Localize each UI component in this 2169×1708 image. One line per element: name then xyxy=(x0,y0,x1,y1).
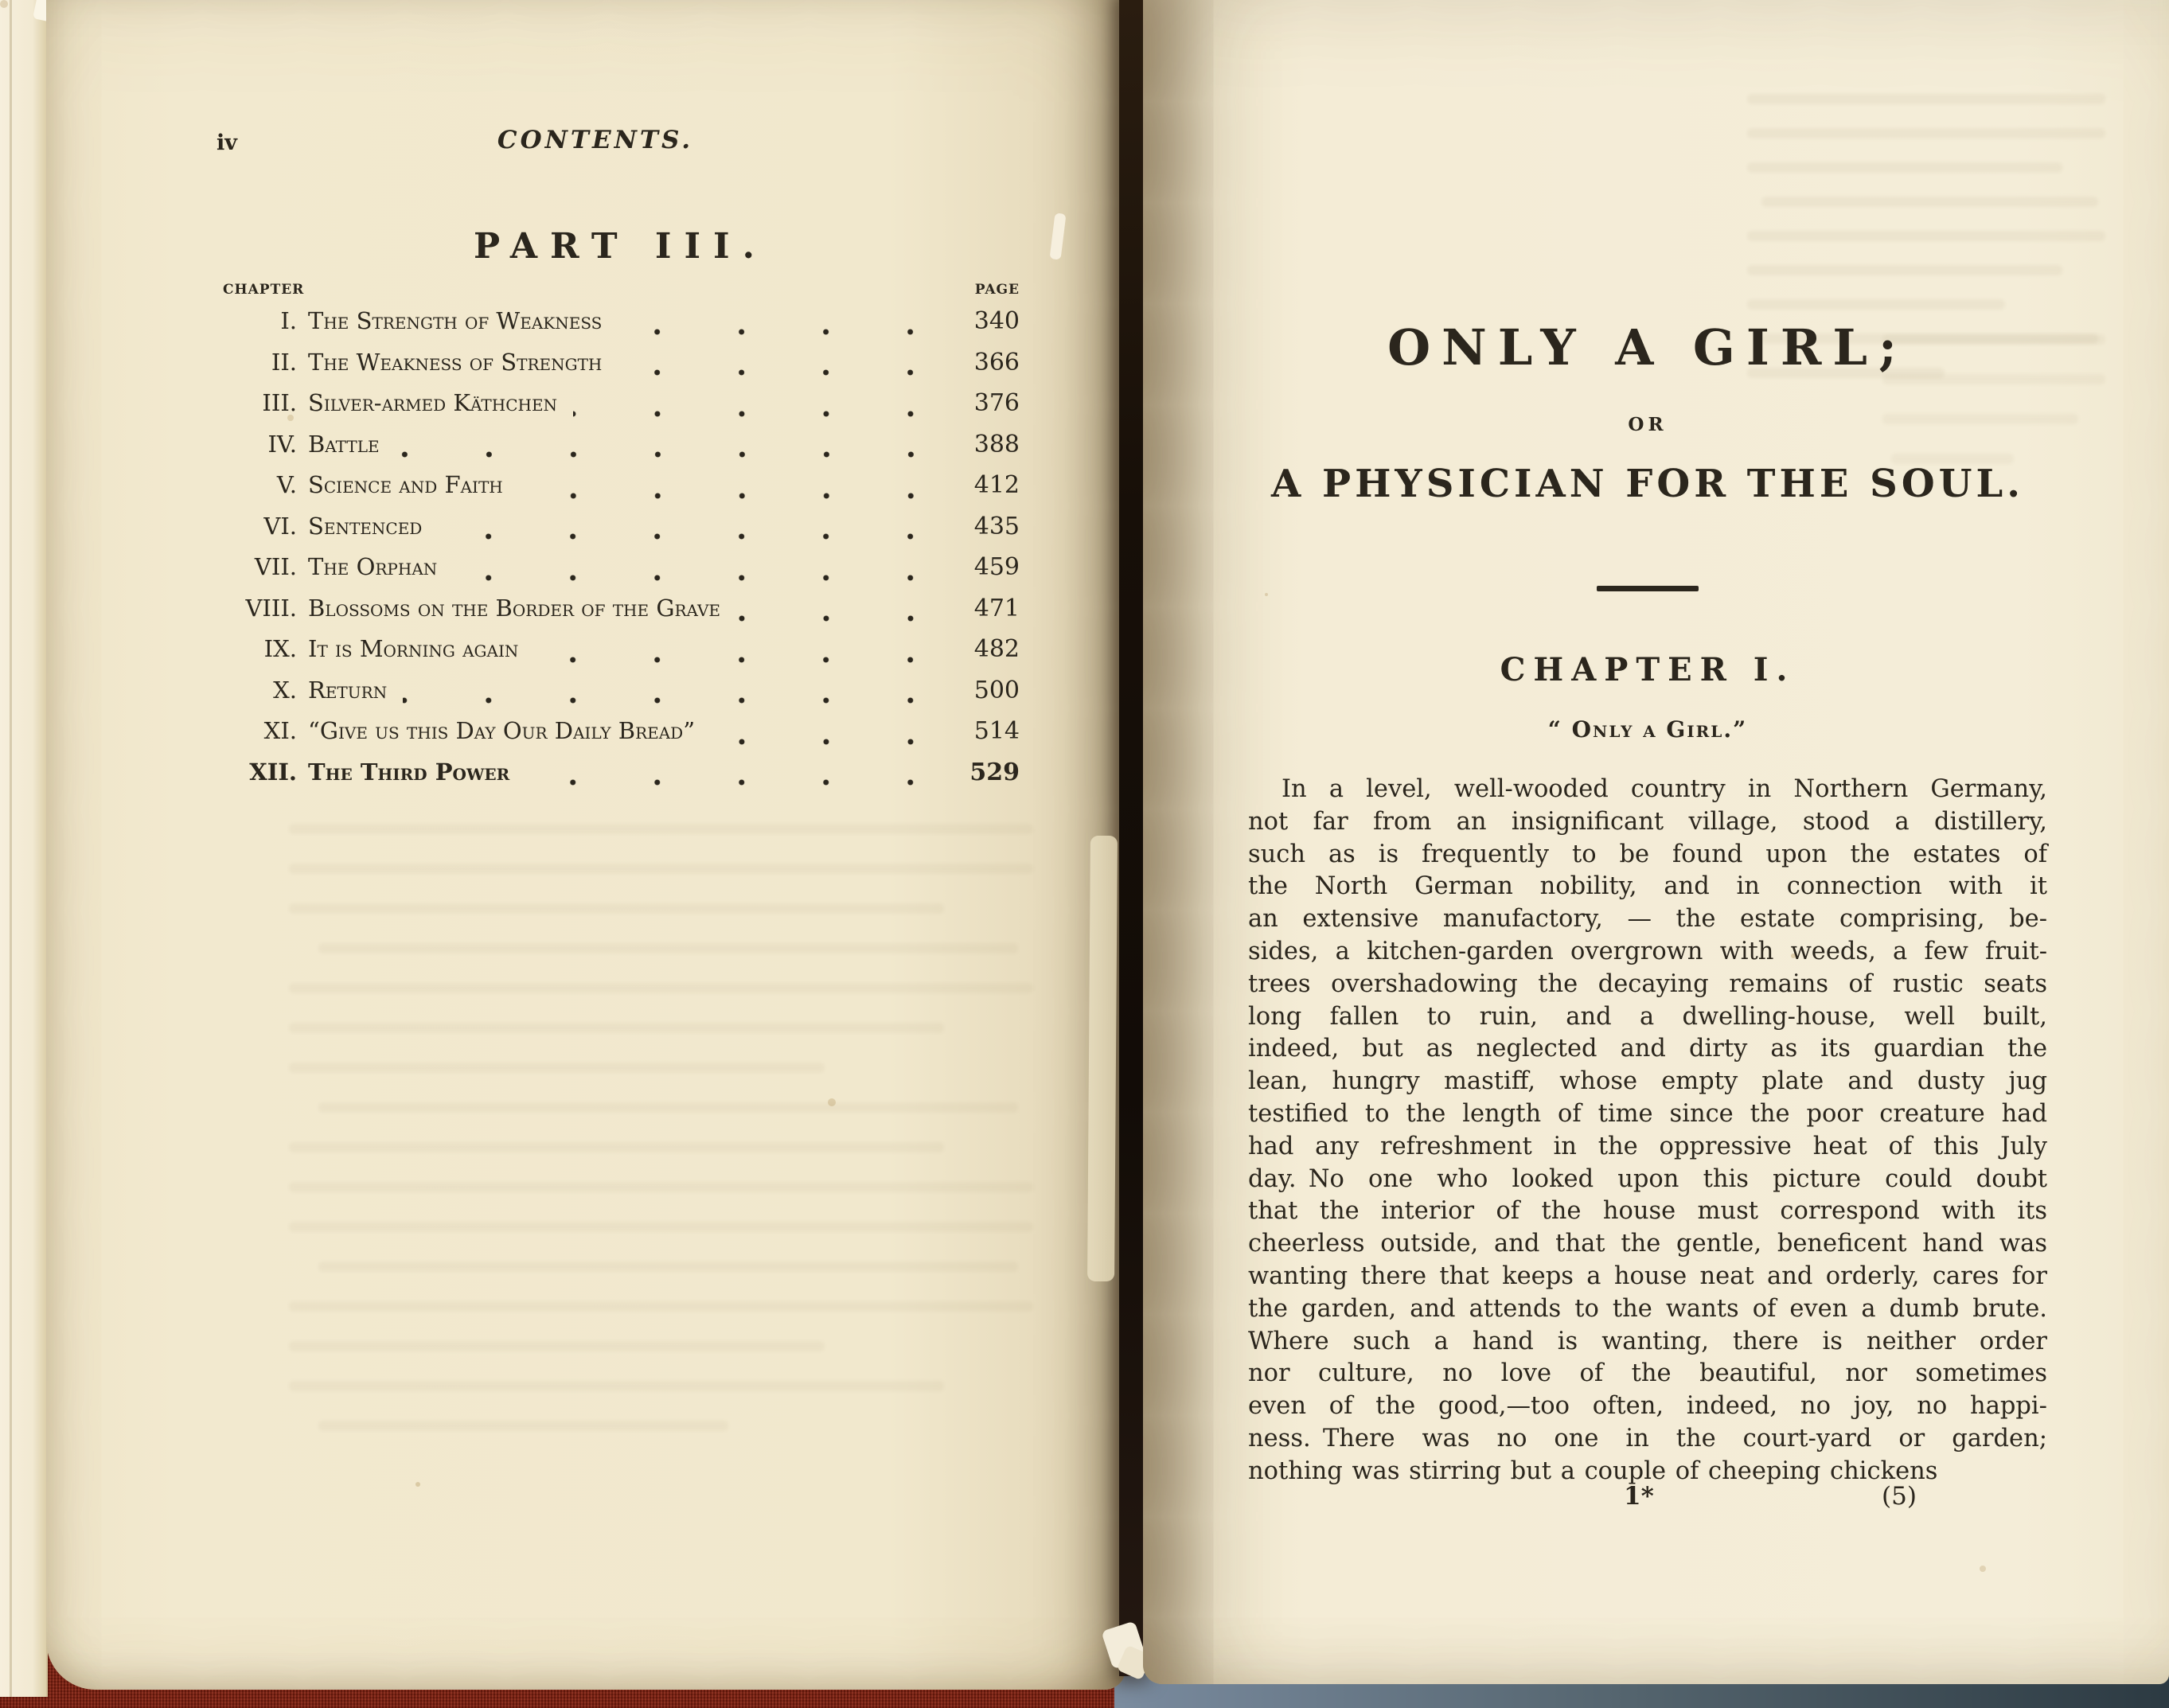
toc-row xyxy=(221,307,1020,349)
toc-page-number: 500 xyxy=(973,676,1020,704)
page-number: (5) xyxy=(1882,1482,1917,1511)
toc-page-number: 471 xyxy=(973,594,1020,622)
toc-chapter-title: “Give us this Day Our Daily Bread” xyxy=(308,717,696,744)
gutter-shadow xyxy=(1119,0,1143,1676)
toc-chapter-numeral: VI. xyxy=(263,512,297,540)
toc-page-number: 388 xyxy=(973,430,1020,458)
chapter-subtitle: “ Only a Girl.” xyxy=(1547,716,1748,743)
body-text-line: had any refreshment in the oppressive heat of this July xyxy=(1248,1132,2047,1160)
folio-number: iv xyxy=(217,131,237,155)
dot-leader xyxy=(736,595,953,636)
foxing-spots xyxy=(0,0,8,8)
body-text-line: cheerless outside, and that the gentle, beneficent hand was xyxy=(1248,1230,2047,1258)
dot-leader xyxy=(618,349,953,390)
body-text-line: nothing was stirring but a couple of cheeping chickens xyxy=(1248,1456,1938,1485)
toc-chapter-numeral: II. xyxy=(271,348,297,376)
toc-chapter-numeral: XI. xyxy=(263,717,297,744)
toc-chapter-title: Battle xyxy=(308,430,380,458)
book-subtitle: A PHYSICIAN FOR THE SOUL. xyxy=(1271,462,2024,506)
toc-row xyxy=(221,635,1020,677)
body-text-line: long fallen to ruin, and a dwelling-house, well built, xyxy=(1248,1002,2047,1031)
dot-leader xyxy=(525,758,953,800)
dot-leader xyxy=(573,389,953,431)
right-page-text-block xyxy=(1248,0,2047,1684)
left-page-header xyxy=(217,126,1020,161)
body-text-line: lean, hungry mastiff, whose empty plate and dusty jug xyxy=(1248,1067,2047,1096)
page-stack-edge-left xyxy=(0,0,48,1697)
toc-row xyxy=(221,513,1020,554)
signature-mark: 1* xyxy=(1624,1482,1654,1511)
body-text-line: trees overshadowing the decaying remains of rustic seats xyxy=(1248,969,2047,998)
dot-leader xyxy=(618,307,953,349)
running-head: CONTENTS. xyxy=(497,126,694,154)
toc-chapter-title: It is Morning again xyxy=(308,635,519,662)
toc-row xyxy=(221,389,1020,431)
body-text-line: nor culture, no love of the beautiful, nor sometimes xyxy=(1248,1359,2047,1388)
toc-row xyxy=(221,431,1020,472)
body-text-line: such as is frequently to be found upon the estates of xyxy=(1248,840,2047,868)
body-text-line: the garden, and attends to the wants of even a dumb brute. xyxy=(1248,1294,2047,1323)
toc-row xyxy=(221,758,1020,800)
dot-leader xyxy=(453,553,953,595)
toc-chapter-numeral: I. xyxy=(280,307,297,334)
toc-chapter-title: Silver-armed Käthchen xyxy=(308,389,558,416)
dot-leader xyxy=(396,431,953,472)
body-text-line: an extensive manufactory, — the estate comprising, be- xyxy=(1248,905,2047,934)
body-text-line: the North German nobility, and in connection with it xyxy=(1248,872,2047,901)
divider-rule xyxy=(1597,586,1699,591)
body-text-line: sides, a kitchen-garden overgrown with weeds, a few fruit- xyxy=(1248,937,2047,965)
dot-leader xyxy=(403,677,953,718)
toc-page-number: 529 xyxy=(969,758,1020,786)
toc-row xyxy=(221,553,1020,595)
dot-leader xyxy=(438,513,953,554)
toc-chapter-title: Return xyxy=(308,676,388,704)
toc-chapter-numeral: VIII. xyxy=(245,594,297,622)
toc-row xyxy=(221,349,1020,390)
toc-chapter-title: Science and Faith xyxy=(308,471,503,498)
body-paragraph xyxy=(1248,774,2047,1488)
toc-chapter-title: The Third Power xyxy=(308,758,510,786)
page-footer xyxy=(1248,1482,2047,1517)
toc-chapter-numeral: V. xyxy=(276,471,297,498)
toc-chapter-numeral: IX. xyxy=(263,635,297,662)
dot-leader xyxy=(534,635,953,677)
toc-chapter-numeral: III. xyxy=(262,389,297,416)
body-text-line: that the interior of the house must correspond with its xyxy=(1248,1197,2047,1226)
toc-row xyxy=(221,717,1020,758)
toc-page-number: 412 xyxy=(973,471,1020,499)
chapter-heading: CHAPTER I. xyxy=(1500,651,1796,688)
toc-col-page: PAGE xyxy=(974,282,1020,298)
body-text-line: Where such a hand is wanting, there is neither order xyxy=(1248,1327,2047,1355)
title-or: OR xyxy=(1628,414,1668,435)
body-text-line: wanting there that keeps a house neat and orderly, cares for xyxy=(1248,1262,2047,1290)
toc-chapter-title: The Orphan xyxy=(308,553,438,580)
toc-chapter-numeral: X. xyxy=(273,676,297,704)
toc-row xyxy=(221,677,1020,718)
body-text-line: indeed, but as neglected and dirty as its guardian the xyxy=(1248,1035,2047,1063)
part-heading: PART III. xyxy=(474,226,767,267)
body-text-line: In a level, well-wooded country in Northern Germany, xyxy=(1282,775,2047,803)
table-of-contents xyxy=(221,307,1020,799)
toc-page-number: 514 xyxy=(973,717,1020,745)
toc-page-number: 366 xyxy=(973,348,1020,376)
toc-chapter-numeral: VII. xyxy=(254,553,297,580)
body-text-line: testified to the length of time since the poor creature had xyxy=(1248,1099,2047,1128)
toc-page-number: 340 xyxy=(973,307,1020,335)
toc-row xyxy=(221,595,1020,636)
book-title: ONLY A GIRL; xyxy=(1387,318,1908,376)
dot-leader xyxy=(519,471,953,513)
toc-chapter-title: The Strength of Weakness xyxy=(308,307,603,334)
torn-inner-edge xyxy=(1087,836,1118,1281)
toc-page-number: 376 xyxy=(973,389,1020,417)
toc-page-number: 435 xyxy=(973,512,1020,540)
left-page xyxy=(46,0,1125,1690)
toc-chapter-title: The Weakness of Strength xyxy=(308,348,603,376)
body-text-line: even of the good,—too often, indeed, no joy, no happi- xyxy=(1248,1392,2047,1421)
toc-column-headers xyxy=(223,282,1020,298)
toc-page-number: 482 xyxy=(973,635,1020,663)
body-text-line: ness. There was no one in the court-yard or garden; xyxy=(1248,1424,2047,1453)
toc-row xyxy=(221,471,1020,513)
toc-page-number: 459 xyxy=(973,553,1020,581)
dot-leader xyxy=(711,717,953,758)
body-text-line: not far from an insignificant village, stood a distillery, xyxy=(1248,807,2047,836)
toc-chapter-numeral: IV. xyxy=(267,430,297,458)
toc-chapter-title: Blossoms on the Border of the Grave xyxy=(308,594,721,622)
show-through-text xyxy=(289,824,1033,1460)
toc-chapter-title: Sentenced xyxy=(308,512,423,540)
toc-col-chapter: CHAPTER xyxy=(223,282,305,298)
body-text-line: day. No one who looked upon this picture could doubt xyxy=(1248,1164,2047,1193)
toc-chapter-numeral: XII. xyxy=(249,758,297,786)
